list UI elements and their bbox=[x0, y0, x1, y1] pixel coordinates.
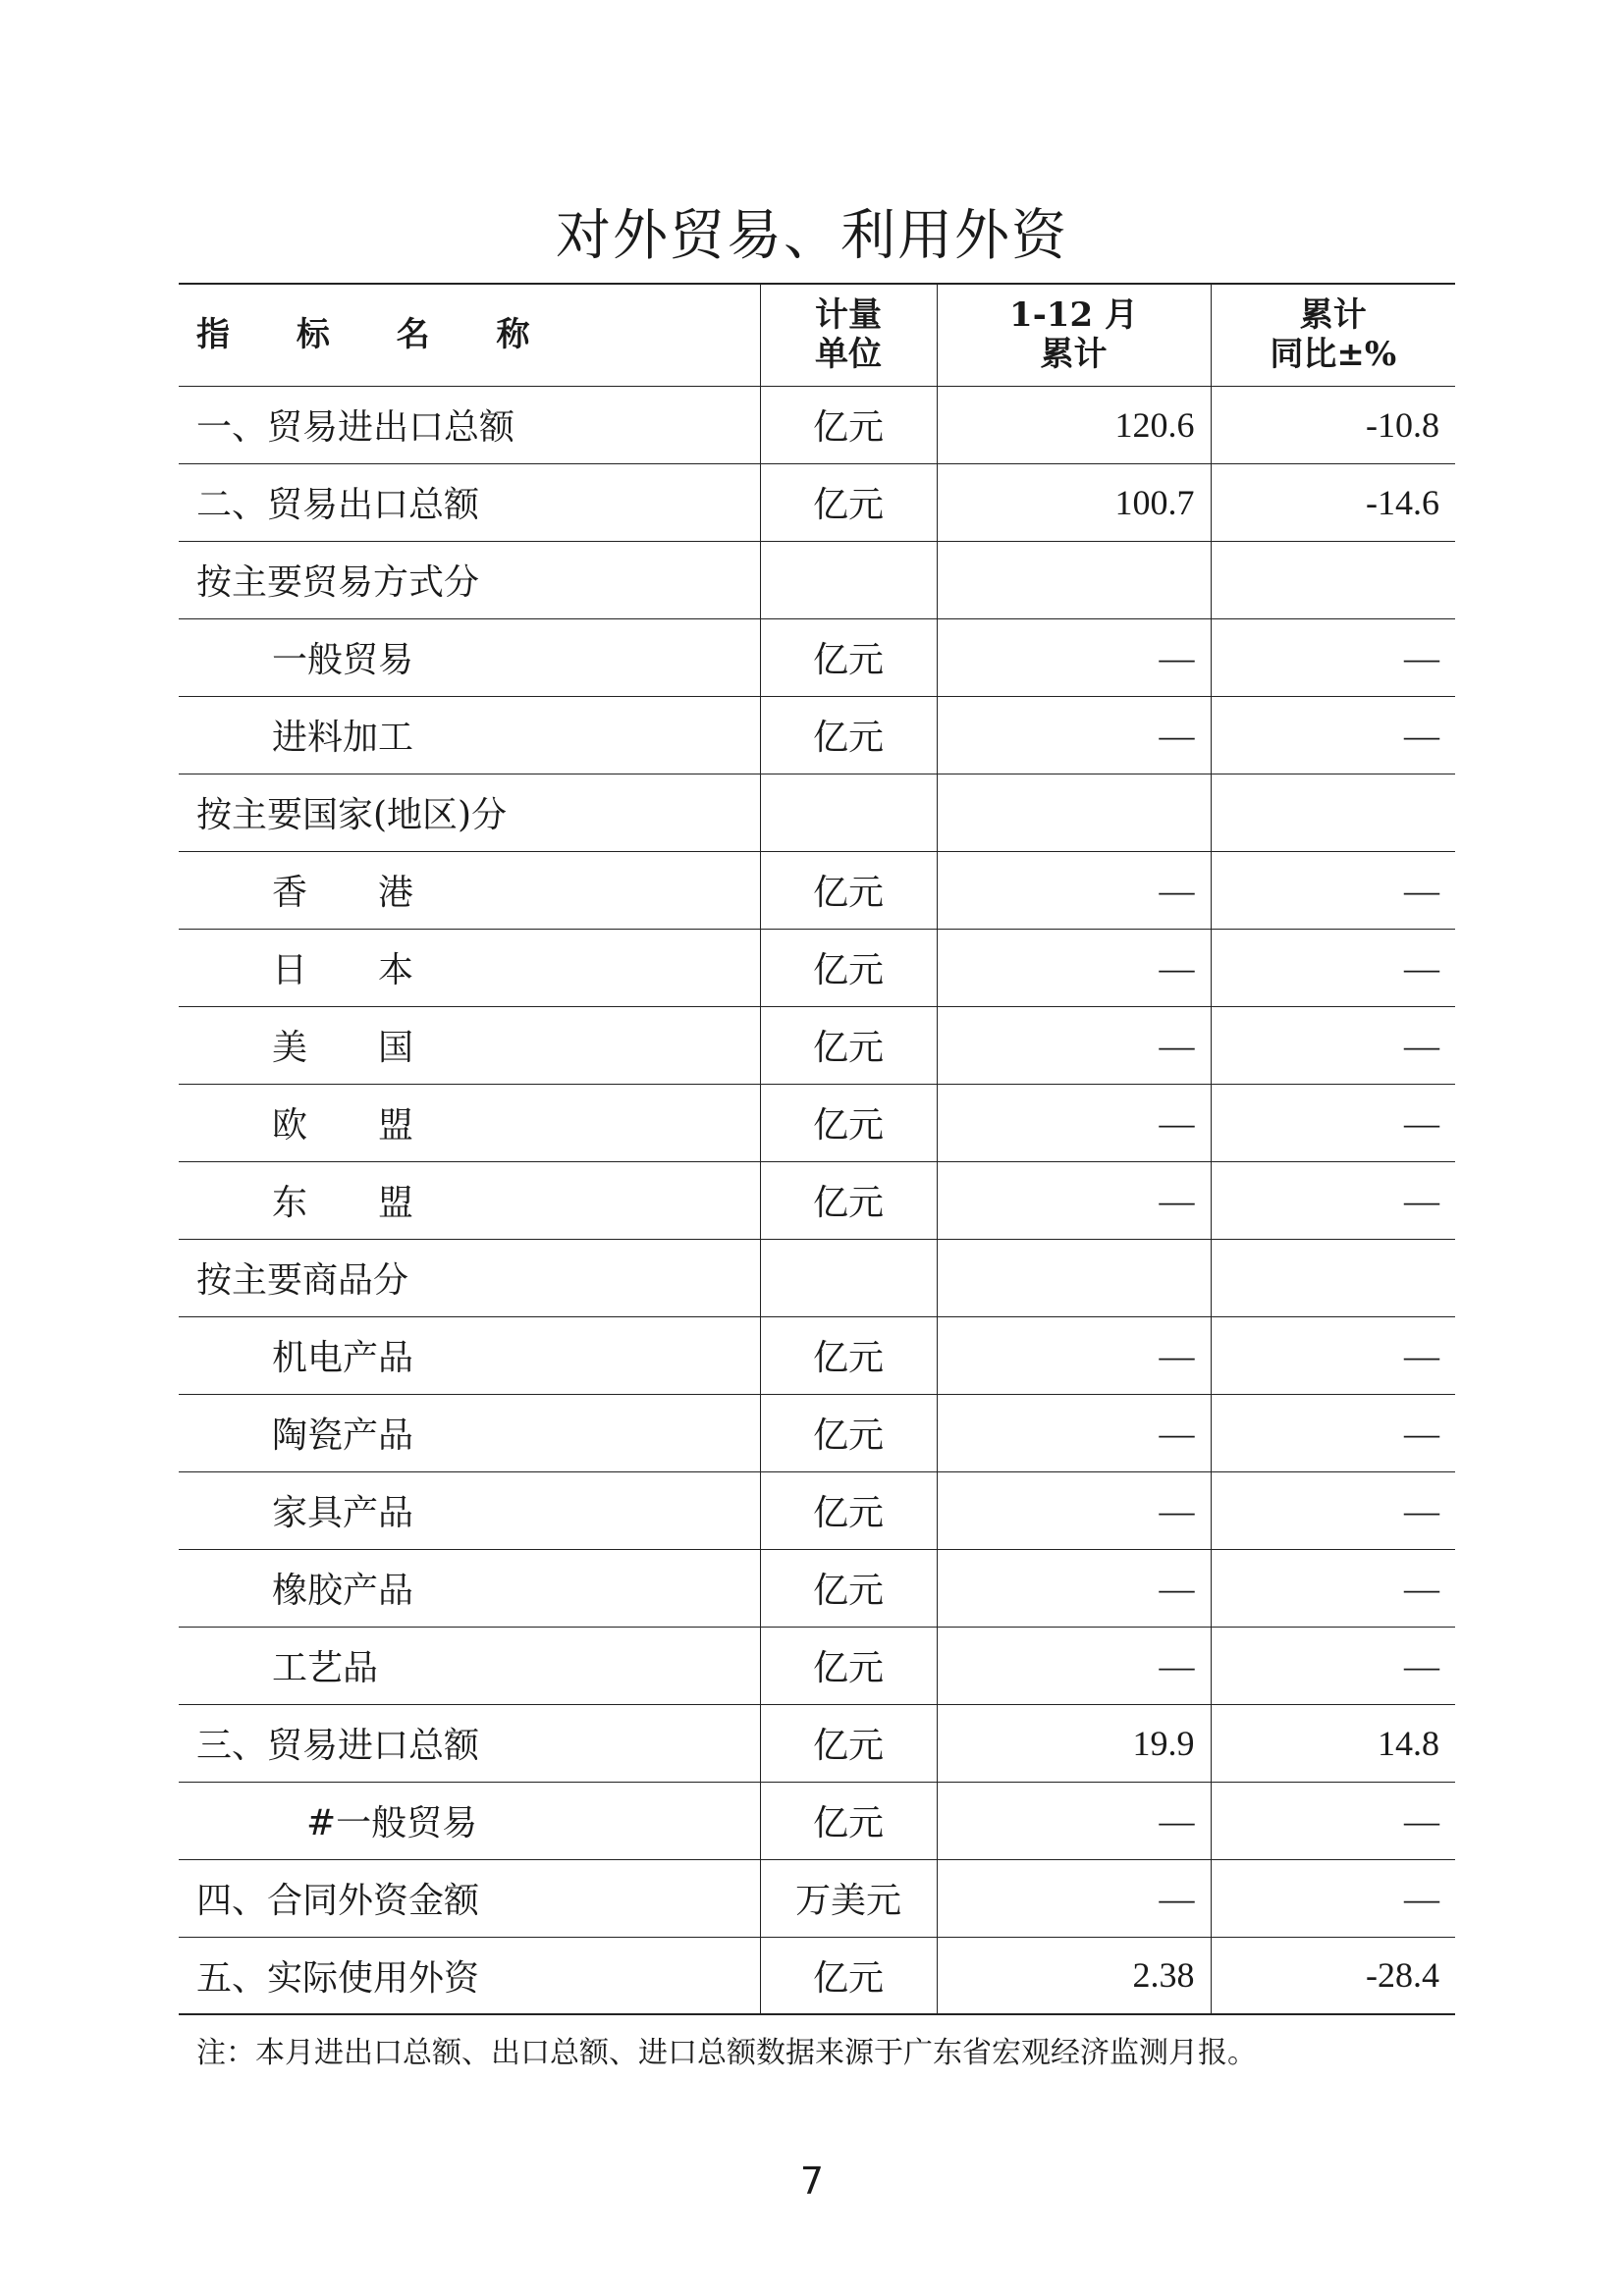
cell-cumulative-value bbox=[937, 774, 1211, 851]
cell-indicator-name: 美 国 bbox=[179, 1006, 760, 1084]
cell-cumulative-value: — bbox=[937, 1859, 1211, 1937]
cell-yoy-change: — bbox=[1211, 1161, 1455, 1239]
cell-yoy-change: 14.8 bbox=[1211, 1704, 1455, 1782]
cell-unit: 亿元 bbox=[760, 1627, 937, 1704]
cell-cumulative-value: — bbox=[937, 1084, 1211, 1161]
page-title: 对外贸易、利用外资 bbox=[556, 204, 1068, 268]
cell-unit: 亿元 bbox=[760, 851, 937, 929]
statistics-table bbox=[179, 283, 1455, 2015]
cell-cumulative-value: — bbox=[937, 1394, 1211, 1471]
cell-indicator-name: 机电产品 bbox=[179, 1316, 760, 1394]
cell-cumulative-value: 2.38 bbox=[937, 1937, 1211, 2014]
cell-indicator-name: 香 港 bbox=[179, 851, 760, 929]
table-row bbox=[179, 463, 1455, 541]
cell-cumulative-value: — bbox=[937, 1549, 1211, 1627]
cell-indicator-name: 五、实际使用外资 bbox=[179, 1937, 760, 2014]
table-row bbox=[179, 774, 1455, 851]
cell-unit: 亿元 bbox=[760, 1161, 937, 1239]
cell-yoy-change bbox=[1211, 541, 1455, 618]
cell-cumulative-value bbox=[937, 541, 1211, 618]
cell-cumulative-value: — bbox=[937, 696, 1211, 774]
cell-cumulative-value: 120.6 bbox=[937, 386, 1211, 463]
header-cumulative-line1: 1-12 月 bbox=[1009, 295, 1138, 336]
cell-yoy-change: -14.6 bbox=[1211, 463, 1455, 541]
cell-unit: 亿元 bbox=[760, 1084, 937, 1161]
table-row bbox=[179, 696, 1455, 774]
cell-yoy-change: — bbox=[1211, 1084, 1455, 1161]
cell-indicator-name: 进料加工 bbox=[179, 696, 760, 774]
cell-indicator-name: 东 盟 bbox=[179, 1161, 760, 1239]
cell-cumulative-value: — bbox=[937, 929, 1211, 1006]
cell-unit: 亿元 bbox=[760, 618, 937, 696]
table-row bbox=[179, 618, 1455, 696]
cell-indicator-name: 按主要贸易方式分 bbox=[179, 541, 760, 618]
cell-yoy-change: — bbox=[1211, 1627, 1455, 1704]
cell-unit bbox=[760, 774, 937, 851]
table-row bbox=[179, 1084, 1455, 1161]
header-unit-line2: 单位 bbox=[815, 335, 882, 375]
table-row bbox=[179, 1627, 1455, 1704]
cell-indicator-name: 按主要商品分 bbox=[179, 1239, 760, 1316]
cell-cumulative-value bbox=[937, 1239, 1211, 1316]
header-unit bbox=[760, 284, 937, 386]
cell-unit: 亿元 bbox=[760, 1316, 937, 1394]
cell-indicator-name: 日 本 bbox=[179, 929, 760, 1006]
cell-yoy-change: — bbox=[1211, 696, 1455, 774]
table-row bbox=[179, 541, 1455, 618]
cell-indicator-name: 按主要国家(地区)分 bbox=[179, 774, 760, 851]
cell-unit: 亿元 bbox=[760, 1782, 937, 1859]
header-yoy-line2: 同比±% bbox=[1270, 335, 1397, 375]
cell-indicator-name: 工艺品 bbox=[179, 1627, 760, 1704]
cell-yoy-change: — bbox=[1211, 1471, 1455, 1549]
table-row bbox=[179, 851, 1455, 929]
cell-unit: 亿元 bbox=[760, 1937, 937, 2014]
table-row bbox=[179, 1006, 1455, 1084]
cell-indicator-name: 四、合同外资金额 bbox=[179, 1859, 760, 1937]
header-cumulative bbox=[937, 284, 1211, 386]
cell-yoy-change: — bbox=[1211, 929, 1455, 1006]
cell-yoy-change: — bbox=[1211, 618, 1455, 696]
table-row bbox=[179, 929, 1455, 1006]
footnote: 注：本月进出口总额、出口总额、进口总额数据来源于广东省宏观经济监测月报。 bbox=[196, 2036, 1257, 2070]
table-row bbox=[179, 1937, 1455, 2014]
cell-yoy-change bbox=[1211, 774, 1455, 851]
cell-indicator-name: 欧 盟 bbox=[179, 1084, 760, 1161]
cell-yoy-change: -10.8 bbox=[1211, 386, 1455, 463]
cell-indicator-name: 家具产品 bbox=[179, 1471, 760, 1549]
cell-unit: 亿元 bbox=[760, 463, 937, 541]
table-body bbox=[179, 386, 1455, 2014]
cell-indicator-name: 一般贸易 bbox=[179, 618, 760, 696]
cell-yoy-change: — bbox=[1211, 1782, 1455, 1859]
cell-yoy-change: — bbox=[1211, 1859, 1455, 1937]
table-row bbox=[179, 386, 1455, 463]
cell-yoy-change: — bbox=[1211, 1316, 1455, 1394]
cell-indicator-name: 陶瓷产品 bbox=[179, 1394, 760, 1471]
cell-unit: 亿元 bbox=[760, 1471, 937, 1549]
header-yoy-line1: 累计 bbox=[1299, 295, 1367, 336]
cell-unit: 亿元 bbox=[760, 386, 937, 463]
table-row bbox=[179, 1394, 1455, 1471]
table-row bbox=[179, 1471, 1455, 1549]
cell-unit: 亿元 bbox=[760, 1006, 937, 1084]
cell-unit: 亿元 bbox=[760, 696, 937, 774]
table-row bbox=[179, 1549, 1455, 1627]
table-row bbox=[179, 1161, 1455, 1239]
cell-cumulative-value: — bbox=[937, 1006, 1211, 1084]
cell-indicator-name: 一、贸易进出口总额 bbox=[179, 386, 760, 463]
cell-cumulative-value: 100.7 bbox=[937, 463, 1211, 541]
cell-indicator-name: 橡胶产品 bbox=[179, 1549, 760, 1627]
table-row bbox=[179, 1704, 1455, 1782]
cell-yoy-change: — bbox=[1211, 851, 1455, 929]
cell-unit: 亿元 bbox=[760, 929, 937, 1006]
cell-unit: 亿元 bbox=[760, 1704, 937, 1782]
cell-yoy-change: -28.4 bbox=[1211, 1937, 1455, 2014]
cell-unit bbox=[760, 1239, 937, 1316]
table-row bbox=[179, 1782, 1455, 1859]
header-unit-line1: 计量 bbox=[815, 295, 882, 336]
cell-yoy-change bbox=[1211, 1239, 1455, 1316]
table-row bbox=[179, 1239, 1455, 1316]
table-row bbox=[179, 1316, 1455, 1394]
cell-unit: 万美元 bbox=[760, 1859, 937, 1937]
cell-cumulative-value: — bbox=[937, 1782, 1211, 1859]
cell-yoy-change: — bbox=[1211, 1006, 1455, 1084]
cell-cumulative-value: 19.9 bbox=[937, 1704, 1211, 1782]
header-indicator-name: 指 标 名 称 bbox=[179, 284, 760, 386]
table-header-row bbox=[179, 284, 1455, 386]
cell-yoy-change: — bbox=[1211, 1394, 1455, 1471]
cell-unit: 亿元 bbox=[760, 1549, 937, 1627]
header-cumulative-line2: 累计 bbox=[1040, 335, 1108, 375]
cell-indicator-name: 二、贸易出口总额 bbox=[179, 463, 760, 541]
cell-unit bbox=[760, 541, 937, 618]
header-yoy bbox=[1211, 284, 1455, 386]
cell-cumulative-value: — bbox=[937, 1316, 1211, 1394]
cell-indicator-name: #一般贸易 bbox=[179, 1782, 760, 1859]
cell-cumulative-value: — bbox=[937, 1471, 1211, 1549]
cell-cumulative-value: — bbox=[937, 851, 1211, 929]
page-number: 7 bbox=[799, 2160, 825, 2203]
table-row bbox=[179, 1859, 1455, 1937]
cell-cumulative-value: — bbox=[937, 1161, 1211, 1239]
cell-unit: 亿元 bbox=[760, 1394, 937, 1471]
cell-indicator-name: 三、贸易进口总额 bbox=[179, 1704, 760, 1782]
cell-cumulative-value: — bbox=[937, 1627, 1211, 1704]
cell-yoy-change: — bbox=[1211, 1549, 1455, 1627]
cell-cumulative-value: — bbox=[937, 618, 1211, 696]
